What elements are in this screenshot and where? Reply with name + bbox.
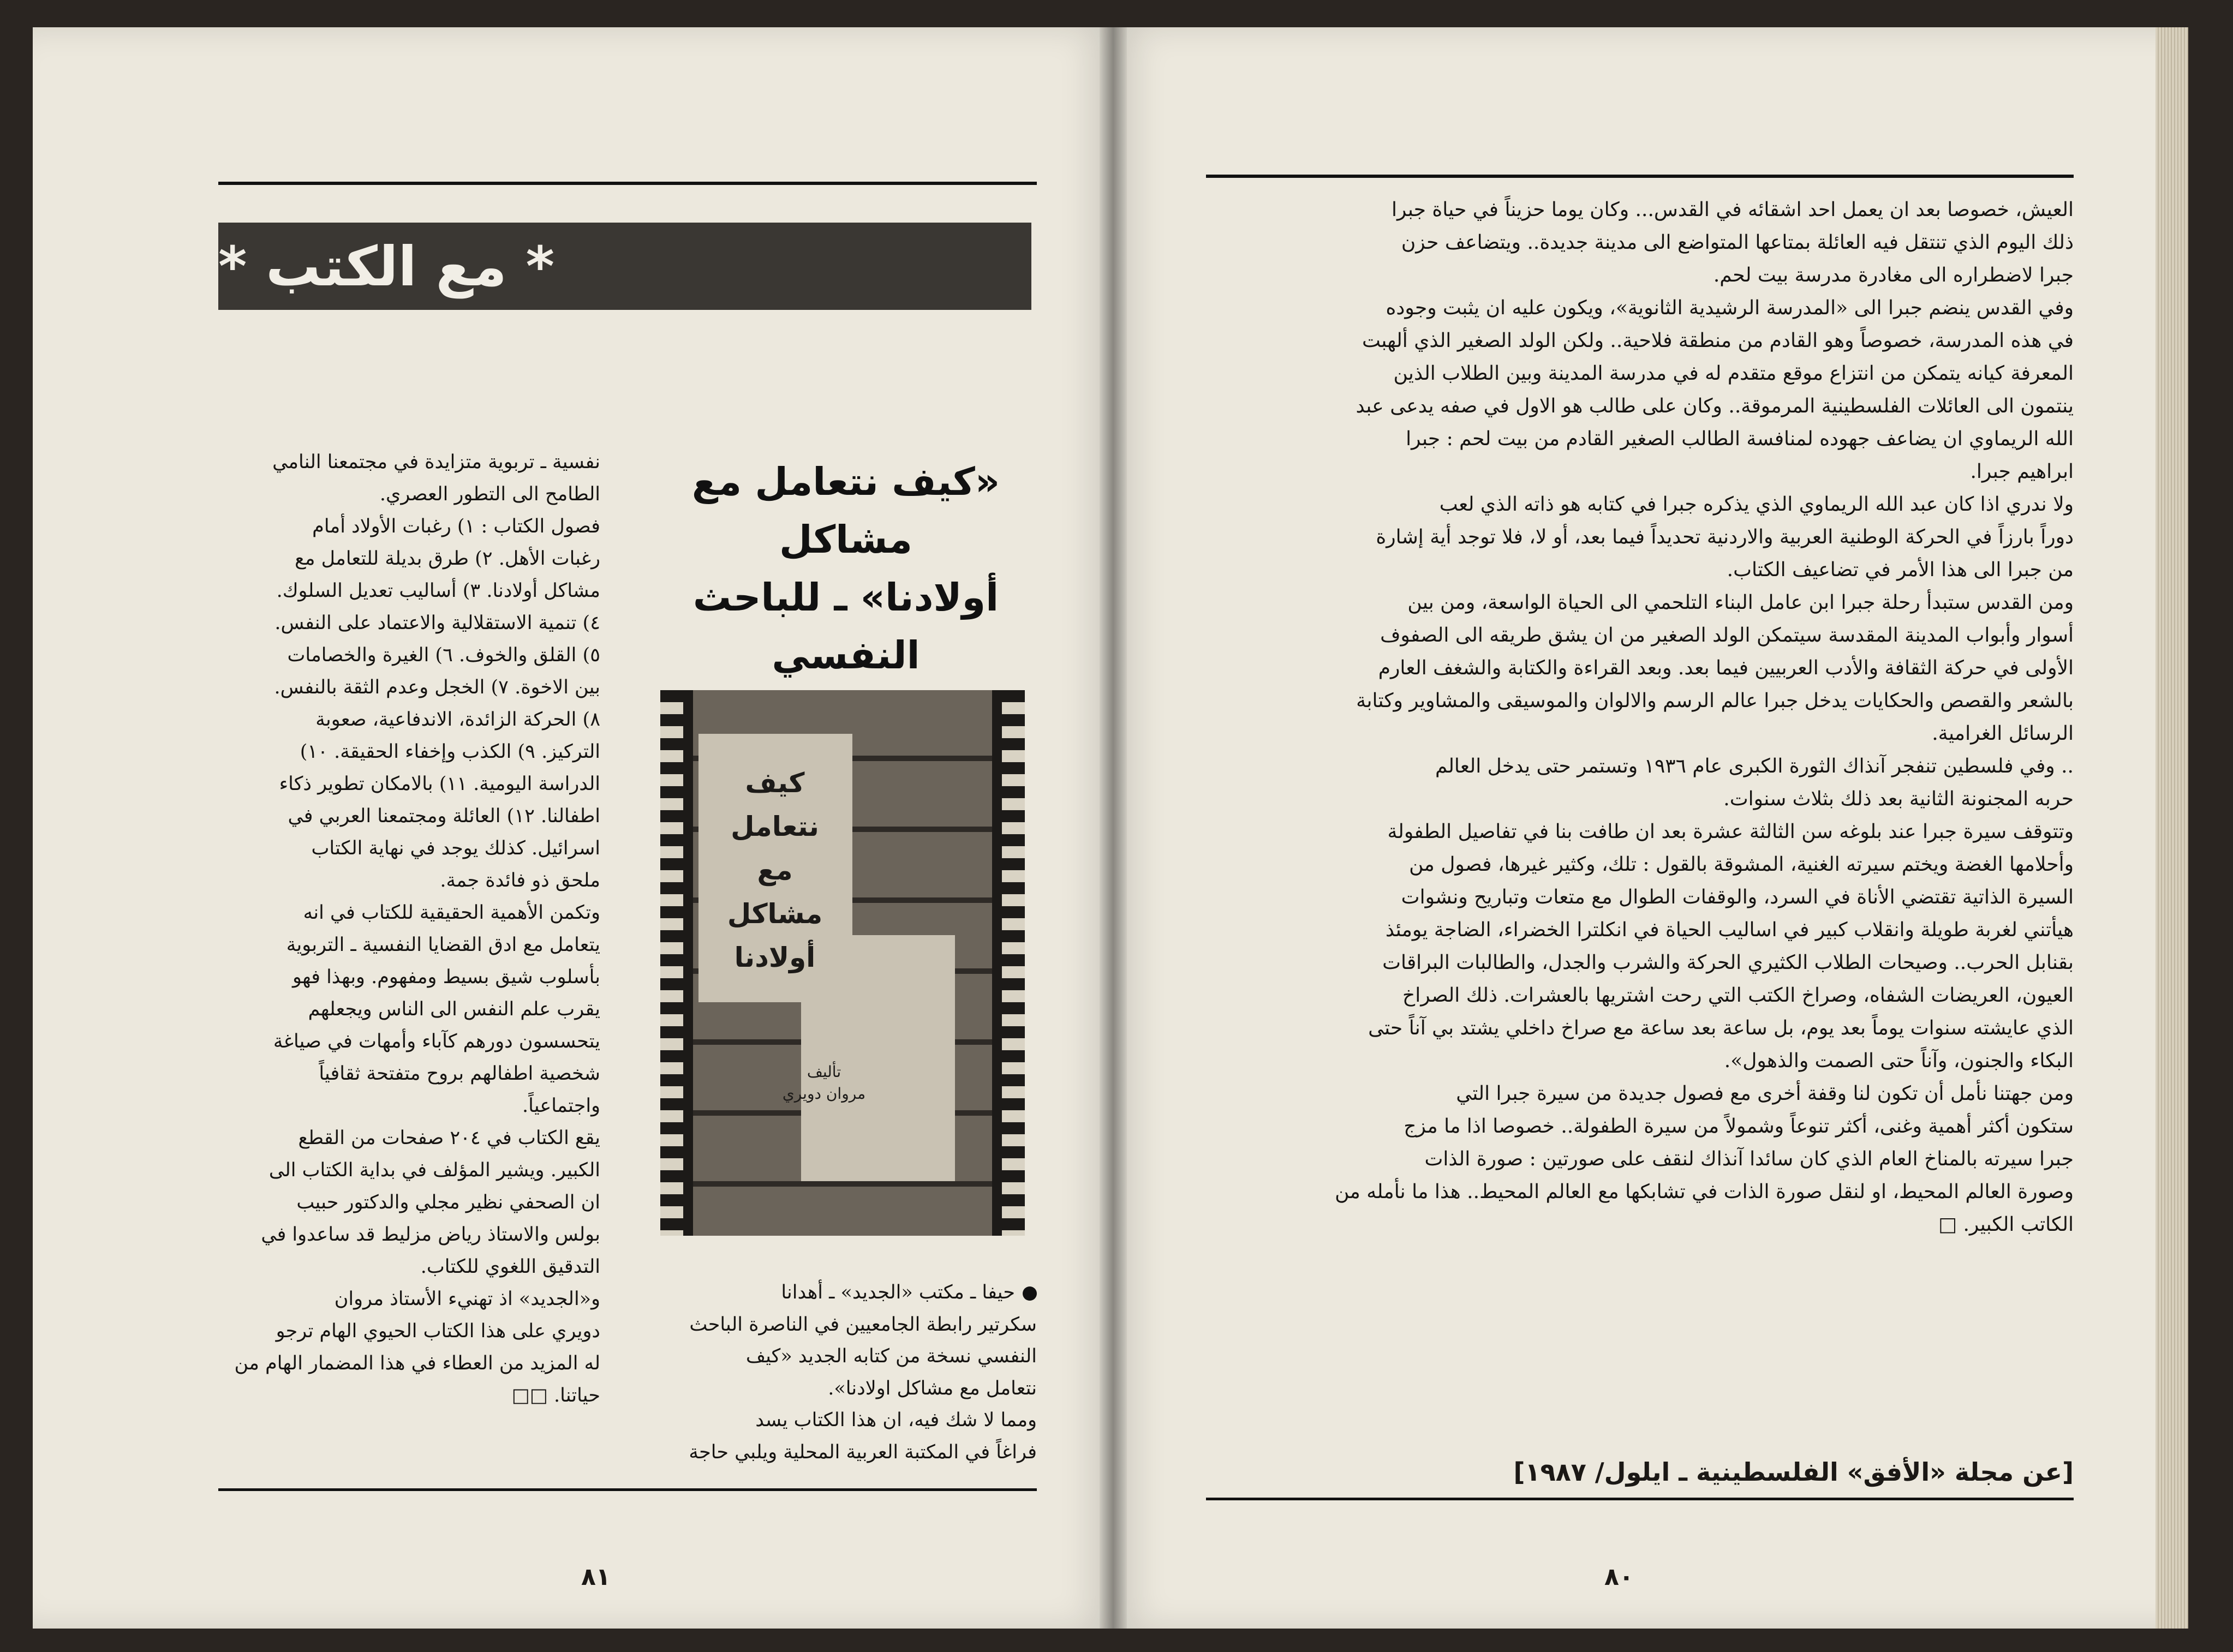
article-body xyxy=(1206,194,2074,1241)
text-line: ينتمون الى العائلات الفلسطينية المرموقة.. وكان على طالب هو الاول في صفه يدعى عبد xyxy=(1356,395,2074,417)
right-page-number: ٨٠ xyxy=(1604,1563,1634,1591)
text-line: ولا ندري اذا كان عبد الله الريماوي الذي يذكره جبرا في كتابه هو ذاته الذي لعب xyxy=(1439,493,2074,516)
cover-title-line: مع مشاكل xyxy=(727,854,823,930)
text-line: بولس والاستاذ رياض مزليط قد ساعدوا في xyxy=(261,1224,600,1246)
text-line: من جبرا الى هذا الأمر في تضاعيف الكتاب. xyxy=(1727,559,2074,581)
text-line: رغبات الأهل. ٢) طرق بديلة للتعامل مع xyxy=(295,548,600,570)
book-cover-image xyxy=(660,690,1025,1236)
film-sprockets-right xyxy=(1002,690,1025,1236)
text-line: ومن جهتنا نأمل أن تكون لنا وقفة أخرى مع فصول جديدة من سيرة جبرا التي xyxy=(1456,1082,2074,1105)
text-line: نتعامل مع مشاكل اولادنا». xyxy=(828,1377,1037,1399)
cover-author-line: تأليف xyxy=(807,1063,841,1081)
film-sprockets-left xyxy=(660,690,683,1236)
left-page-number: ٨١ xyxy=(581,1563,611,1591)
text-line: واجتماعياً. xyxy=(522,1095,600,1117)
text-line: يتعامل مع ادق القضايا النفسية ـ التربوية xyxy=(286,934,600,956)
text-line: الكبير. ويشير المؤلف في بداية الكتاب الى xyxy=(268,1159,600,1181)
text-line: يقرب علم النفس الى الناس ويجعلهم xyxy=(308,998,600,1020)
left-bottom-rule xyxy=(218,1488,1037,1491)
text-line: نفسية ـ تربوية متزايدة في مجتمعنا النامي xyxy=(272,451,600,473)
text-line: ملحق ذو فائدة جمة. xyxy=(440,870,600,891)
text-line: جبرا سيرته بالمناخ العام الذي كان سائدا آنذاك لنقف على صورتين : صورة الذات xyxy=(1424,1148,2074,1170)
text-line: ستكون أكثر أهمية وغنى، أكثر تنوعاً وشمولاً من سيرة الطفولة.. خصوصا اذا ما مزج xyxy=(1404,1115,2074,1138)
text-line: وتتوقف سيرة جبرا عند بلوغه سن الثالثة عشرة بعد ان طافت بنا في تفاصيل الطفولة xyxy=(1387,821,2074,843)
text-line: أسوار وأبواب المدينة المقدسة سيتمكن الولد الصغير من ان يشق طريقه الى الصفوف xyxy=(1380,624,2074,647)
text-line: وفي القدس ينضم جبرا الى «المدرسة الرشيدية الثانوية»، ويكون عليه ان يثبت وجوده xyxy=(1386,297,2074,319)
text-line: له المزيد من العطاء في هذا المضمار الهام من xyxy=(234,1352,600,1374)
text-line: ٤) تنمية الاستقلالية والاعتماد على النفس. xyxy=(274,612,600,634)
text-line xyxy=(655,1277,1037,1309)
text-line: الرسائل الغرامية. xyxy=(1932,722,2074,745)
text-line: العيون، العريضات الشفاه، وصراخ الكتب التي رحت اشتريها بالعشرات. ذلك الصراخ xyxy=(1402,984,2074,1007)
text-line: فراغاً في المكتبة العربية المحلية ويلبي حاجة xyxy=(689,1441,1037,1463)
text-line: بالشعر والقصص والحكايات يدخل جبرا عالم الرسم والالوان والموسيقى والمشاوير وكتابة xyxy=(1356,690,2074,712)
text-line: ٨) الحركة الزائدة، الاندفاعية، صعوبة xyxy=(315,709,600,731)
text-line: ابراهيم جبرا. xyxy=(1970,460,2074,483)
cover-author-line: مروان دويري xyxy=(782,1085,866,1103)
text-line: ٥) القلق والخوف. ٦) الغيرة والخصامات xyxy=(287,644,600,666)
text-line: ومما لا شك فيه، ان هذا الكتاب يسد xyxy=(755,1409,1037,1432)
text-line: العيش، خصوصا بعد ان يعمل احد اشقائه في القدس... وكان يوما حزيناً في حياة جبرا xyxy=(1391,199,2074,221)
right-top-rule xyxy=(1206,175,2074,178)
left-top-rule xyxy=(218,182,1037,185)
book-spread xyxy=(33,27,2188,1629)
text-line: السيرة الذاتية تقتضي الأناة في السرد، والوقفات الطوال مع متعات وتباريح ونشوات xyxy=(1401,886,2074,908)
text-line: بأسلوب شيق بسيط ومفهوم. وبهذا فهو xyxy=(292,966,600,988)
bullet-icon xyxy=(1023,1286,1037,1301)
text-line: مشاكل أولادنا. ٣) أساليب تعديل السلوك. xyxy=(276,580,600,602)
text-line: البكاء والجنون، وآناً حتى الصمت والذهول». xyxy=(1724,1050,2074,1072)
text-line: سكرتير رابطة الجامعيين في الناصرة الباحث xyxy=(689,1313,1037,1336)
text-line: بين الاخوة. ٧) الخجل وعدم الثقة بالنفس. xyxy=(274,677,600,698)
announcement-column xyxy=(655,1277,1037,1469)
source-citation: [عن مجلة «الأفق» الفلسطينية ـ ايلول/ ١٩٨٧] xyxy=(1513,1457,2074,1487)
right-bottom-rule xyxy=(1206,1498,2074,1500)
text-line: في هذه المدرسة، خصوصاً وهو القادم من منطقة فلاحية.. ولكن الولد الصغير الذي ألهبت xyxy=(1362,330,2074,352)
text-line: الله الريماوي ان يضاعف جهوده لمنافسة الطالب الصغير القادم من بيت لحم : جبرا xyxy=(1406,428,2074,450)
text-line: ذلك اليوم الذي تنتقل فيه العائلة بمتاعها المتواضع الى مدينة جديدة.. ويتضاعف حزن xyxy=(1401,231,2074,254)
text-line: يتحسسون دورهم كآباء وأمهات في صياغة xyxy=(273,1031,600,1052)
section-banner: * مع الكتب * xyxy=(218,223,1031,310)
headline-line: أولادنا» ـ للباحث النفسي xyxy=(692,575,999,678)
text-line: وأحلامها الغضة ويختم سيرته الغنية، المشوقة بالقول : تلك، وكثير غيرها، فصول من xyxy=(1409,853,2074,876)
text-line: التركيز. ٩) الكذب وإخفاء الحقيقة. ١٠) xyxy=(300,741,600,763)
text-span: حيفا ـ مكتب «الجديد» ـ أهدانا xyxy=(781,1282,1015,1303)
text-line: وتكمن الأهمية الحقيقية للكتاب في انه xyxy=(303,902,600,924)
cover-title xyxy=(709,761,840,979)
text-line: المعرفة كيانه يتمكن من انتزاع موقع متقدم له في مدرسة المدينة وبين الطلاب الذين xyxy=(1393,362,2074,385)
text-line: فصول الكتاب : ١) رغبات الأولاد أمام xyxy=(312,516,600,537)
text-line: دويري على هذا الكتاب الحيوي الهام ترجو xyxy=(276,1320,600,1342)
text-line: و«الجديد» اذ تهنيء الأستاذ مروان xyxy=(334,1288,600,1310)
cover-title-line: كيف نتعامل xyxy=(731,767,819,842)
text-line: الكاتب الكبير. □ xyxy=(1938,1213,2074,1236)
page-edges xyxy=(2156,27,2188,1629)
text-line: يقع الكتاب في ٢٠٤ صفحات من القطع xyxy=(298,1127,600,1149)
text-line: ان الصحفي نظير مجلي والدكتور حبيب xyxy=(296,1192,600,1213)
headline-line: «كيف نتعامل مع مشاكل xyxy=(691,459,1000,562)
text-line: التدقيق اللغوي للكتاب. xyxy=(420,1256,600,1278)
text-line: اسرائيل. كذلك يوجد في نهاية الكتاب xyxy=(311,837,600,859)
text-line: دوراً بارزاً في الحركة الوطنية العربية والاردنية تحديداً فيما بعد، أو لا، فلا توجد أية إشارة xyxy=(1376,526,2074,548)
text-line: الدراسة اليومية. ١١) بالامكان تطوير ذكاء xyxy=(279,773,600,795)
text-line: حربه المجنونة الثانية بعد ذلك بثلاث سنوات. xyxy=(1723,788,2074,810)
text-line: .. وفي فلسطين تنفجر آنذاك الثورة الكبرى عام ١٩٣٦ وتستمر حتى يدخل العالم xyxy=(1435,755,2074,777)
text-line: حياتنا. □□ xyxy=(511,1385,600,1406)
text-line: وصورة العالم المحيط، او لنقل صورة الذات في تشابكها مع العالم المحيط.. هذا ما نأمله من xyxy=(1335,1181,2074,1203)
text-line: هيأتني لغربة طويلة وانقلاب كبير في اساليب الحياة في انكلترا الخضراء، الضاجة يومئذ xyxy=(1385,919,2074,941)
text-line: بقنابل الحرب.. وصيحات الطلاب الكثيري الحركة والشرب والجدل، والطالبات البراقات xyxy=(1382,951,2074,974)
text-line: اطفالنا. ١٢) العائلة ومجتمعنا العربي في xyxy=(288,805,600,827)
book-gutter xyxy=(1100,27,1127,1629)
cover-author xyxy=(759,1061,889,1105)
text-line: ومن القدس ستبدأ رحلة جبرا ابن عامل البناء التلحمي الى الحياة الواسعة، ومن بين xyxy=(1407,591,2074,614)
review-column xyxy=(218,446,600,1412)
text-line: النفسي نسخة من كتابه الجديد «كيف xyxy=(745,1345,1037,1368)
text-line: جبرا لاضطراره الى مغادرة مدرسة بيت لحم. xyxy=(1713,264,2074,286)
text-line: الذي عايشته سنوات يوماً بعد يوم، بل ساعة بعد ساعة مع صراخ داخلي يشتد بي آناً حتى xyxy=(1368,1017,2074,1039)
cover-title-line: أولادنا xyxy=(734,942,816,973)
text-line: الأولى في حركة الثقافة والأدب العربيين فيما بعد. وبعد القراءة والكتابة والشغف العارم xyxy=(1378,657,2074,679)
text-line: شخصية اطفالهم بروح متفتحة ثقافياً xyxy=(319,1063,600,1085)
text-line: الطامح الى التطور العصري. xyxy=(379,483,600,505)
